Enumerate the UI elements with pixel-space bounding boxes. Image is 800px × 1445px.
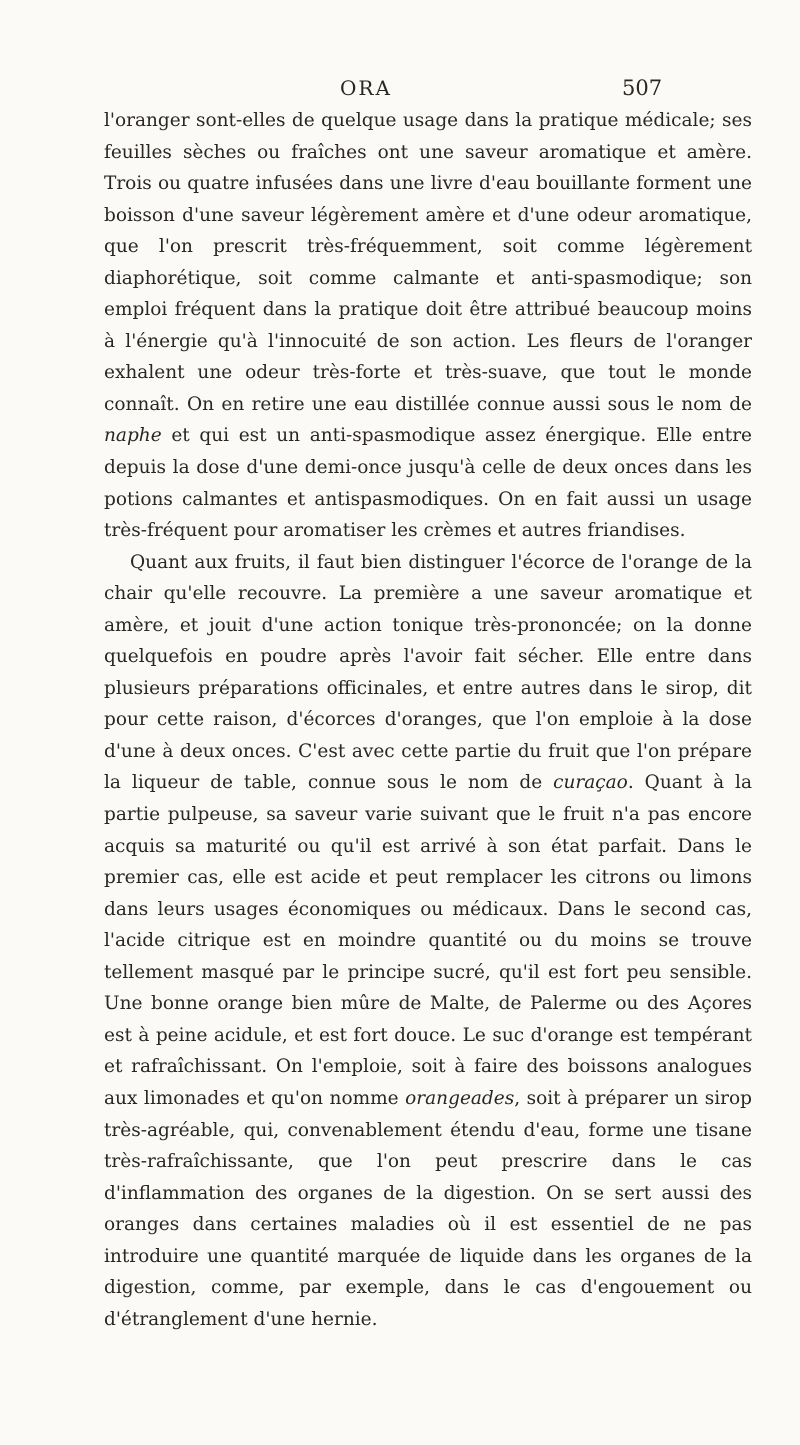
paragraph-fruits: [104, 547, 752, 1336]
text-run: Quant aux fruits, il faut bien distinguer l'écorce de l'orange de la chair qu'elle recouvre. La première a une saveur aromatique et amère, et jouit d'une action tonique très-prononcée; on la donne quelquefois en poudre après l'avoir fait sécher. Elle entre dans plusieurs préparations officinales, et entre autres dans le sirop, dit pour cette raison, d'écorces d'oranges, que l'on emploie à la dose d'une à deux onces. C'est avec cette partie du fruit que l'on prépare la liqueur de table, connue sous le nom de: [104, 551, 752, 794]
italic-term-naphe: naphe: [104, 425, 162, 447]
italic-term-curacao: curaçao: [553, 772, 628, 794]
paragraph-leaves-and-flowers: [104, 105, 752, 547]
italic-term-orangeades: orangeades: [405, 1087, 515, 1109]
text-run: , soit à préparer un sirop très-agréable, qui, convenablement étendu d'eau, forme une tisane très-rafraîchissante, que l'on peut prescrire dans le cas d'inflammation des organes de la digestion. On se sert aussi des oranges dans certaines maladies où il est essentiel de ne pas introduire une quantité marquée de liquide dans les organes de la digestion, comme, par exemple, dans le cas d'engouement ou d'étranglement d'une hernie.: [104, 1087, 752, 1330]
running-head: [0, 72, 800, 102]
text-run: . Quant à la partie pulpeuse, sa saveur varie suivant que le fruit n'a pas encore acquis sa maturité ou qu'il est arrivé à son état parfait. Dans le premier cas, elle est acide et peut remplacer les citrons ou limons dans leurs usages économiques ou médicaux. Dans le second cas, l'acide citrique est en moindre quantité ou du moins se trouve tellement masqué par le principe sucré, qu'il est fort peu sensible. Une bonne orange bien mûre de Malte, de Palerme ou des Açores est à peine acidule, et est fort douce. Le suc d'orange est tempérant et rafraîchissant. On l'emploie, soit à faire des boissons analogues aux limonades et qu'on nomme: [104, 772, 752, 1109]
running-title: ORA: [340, 76, 392, 100]
text-run: l'oranger sont-elles de quelque usage dans la pratique médicale; ses feuilles sèches ou fraîches ont une saveur aromatique et amère. Trois ou quatre infusées dans une livre d'eau bouillante forment une boisson d'une saveur légèrement amère et d'une odeur aromatique, que l'on prescrit très-fréquemment, soit comme légèrement diaphorétique, soit comme calmante et anti-spasmodique; son emploi fréquent dans la pratique doit être attribué beaucoup moins à l'énergie qu'à l'innocuité de son action. Les fleurs de l'oranger exhalent une odeur très-forte et très-suave, que tout le monde connaît. On en retire une eau distillée connue aussi sous le nom de: [104, 110, 752, 415]
body-text: [104, 105, 752, 1335]
page-number: 507: [622, 76, 663, 100]
text-run: et qui est un anti-spasmodique assez énergique. Elle entre depuis la dose d'une demi-once jusqu'à celle de deux onces dans les potions calmantes et antispasmodiques. On en fait aussi un usage très-fréquent pour aromatiser les crèmes et autres friandises.: [104, 425, 752, 542]
